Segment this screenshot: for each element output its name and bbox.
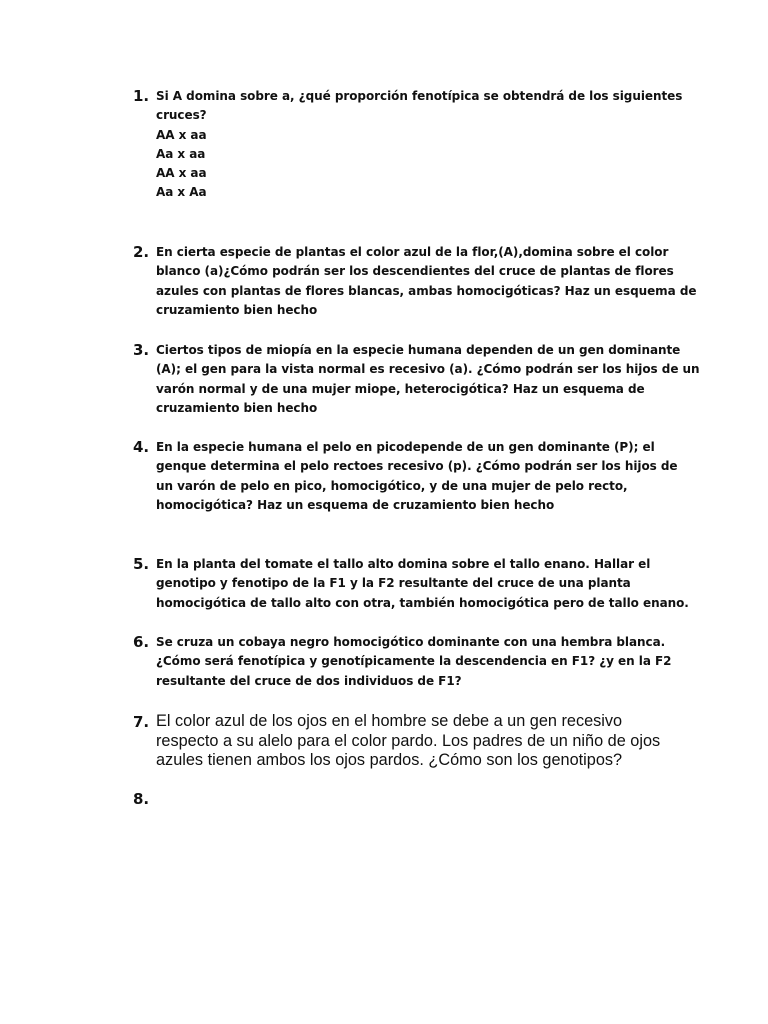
question-number: 7. — [133, 713, 150, 731]
question-text — [156, 438, 678, 515]
text-line: resultante del cruce de dos individuos de F1? — [156, 673, 462, 688]
question-number: 5. — [133, 555, 150, 573]
text-line: respecto a su alelo para el color pardo. Los padres de un niño de ojos — [156, 731, 661, 750]
text-line: cruces? — [156, 108, 207, 123]
text-line: genotipo y fenotipo de la F1 y la F2 resultante del cruce de una planta — [156, 576, 631, 591]
question-text — [156, 341, 700, 418]
question-7 — [133, 712, 673, 771]
text-line: genque determina el pelo rectoes recesivo (p). ¿Cómo podrán ser los hijos de — [156, 459, 678, 474]
text-line: Aa x aa — [156, 146, 206, 161]
text-line: Ciertos tipos de miopía en la especie humana dependen de un gen dominante — [156, 343, 681, 357]
text-line: homocigótica de tallo alto con otra, también homocigótica pero de tallo enano. — [156, 595, 689, 610]
question-2 — [133, 243, 697, 320]
text-line: cruzamiento bien hecho — [156, 302, 318, 317]
text-line: El color azul de los ojos en el hombre se debe a un gen recesivo — [156, 712, 623, 730]
text-line: (A); el gen para la vista normal es recesivo (a). ¿Cómo podrán ser los hijos de un — [156, 362, 700, 377]
text-line: ¿Cómo será fenotípica y genotípicamente la descendencia en F1? ¿y en la F2 — [156, 654, 672, 669]
text-line: AA x aa — [156, 127, 207, 142]
text-line: Si A domina sobre a, ¿qué proporción fenotípica se obtendrá de los siguientes — [156, 89, 683, 103]
question-text — [156, 243, 697, 320]
question-text — [156, 633, 673, 691]
text-line: varón normal y de una mujer miope, heterocigótica? Haz un esquema de — [156, 381, 645, 396]
question-number: 6. — [133, 633, 150, 651]
text-line: Se cruza un cobaya negro homocigótico dominante con una hembra blanca. — [156, 635, 666, 649]
question-number: 8. — [133, 790, 150, 808]
text-line: AA x aa — [156, 166, 207, 181]
question-1 — [133, 87, 683, 203]
text-line: En la especie humana el pelo en picodepende de un gen dominante (P); el — [156, 440, 655, 454]
question-text — [156, 555, 689, 613]
question-6 — [133, 633, 673, 691]
question-5 — [133, 555, 689, 613]
question-4 — [133, 438, 678, 515]
text-line: En cierta especie de plantas el color azul de la flor,(A),domina sobre el color — [156, 245, 669, 259]
text-line: un varón de pelo en pico, homocigótico, y de una mujer de pelo recto, — [156, 478, 628, 493]
question-number: 4. — [133, 438, 150, 456]
text-line: homocigótica? Haz un esquema de cruzamiento bien hecho — [156, 497, 555, 512]
text-line: blanco (a)¿Cómo podrán ser los descendientes del cruce de plantas de flores — [156, 264, 674, 279]
text-line: azules tienen ambos los ojos pardos. ¿Cómo son los genotipos? — [156, 751, 623, 769]
question-number: 3. — [133, 341, 150, 359]
text-line: cruzamiento bien hecho — [156, 400, 318, 415]
text-line: azules con plantas de flores blancas, ambas homocigóticas? Haz un esquema de — [156, 283, 697, 298]
question-number: 1. — [133, 87, 150, 105]
text-line: Aa x Aa — [156, 185, 207, 200]
text-line: En la planta del tomate el tallo alto domina sobre el tallo enano. Hallar el — [156, 557, 651, 571]
question-text — [156, 87, 683, 203]
question-number: 2. — [133, 243, 150, 261]
question-3 — [133, 341, 700, 418]
question-text — [156, 712, 673, 771]
